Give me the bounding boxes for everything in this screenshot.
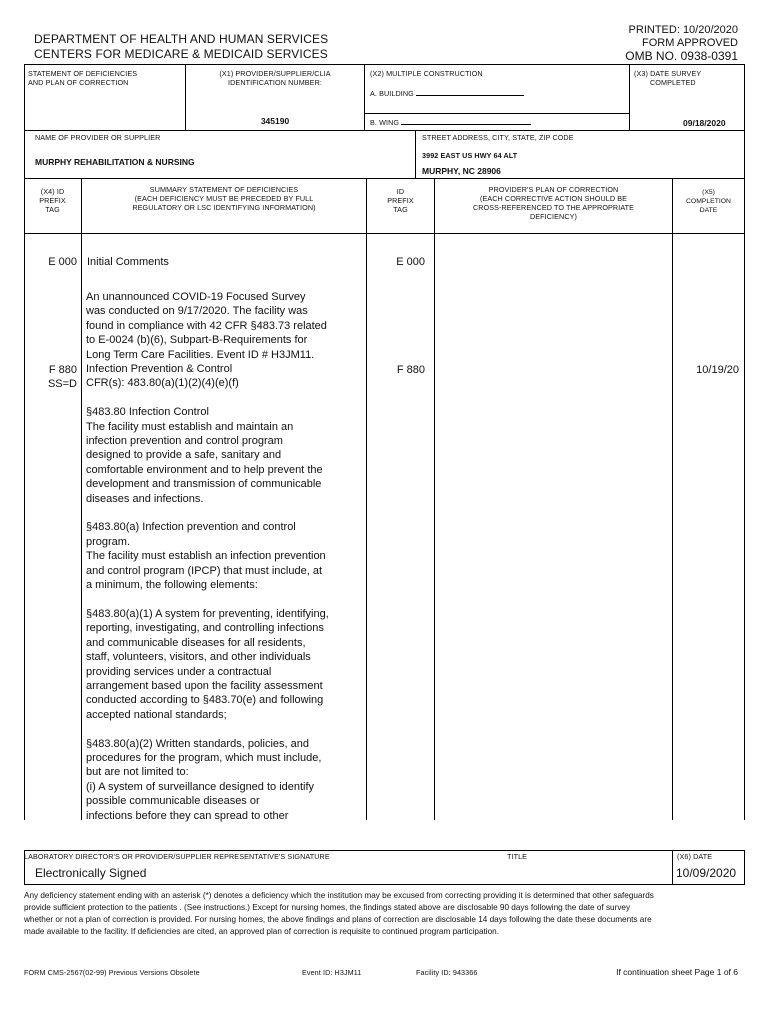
divider (629, 64, 630, 130)
id-header: ID PREFIX TAG (387, 187, 414, 214)
address-label: STREET ADDRESS, CITY, STATE, ZIP CODE (422, 133, 574, 142)
x6-date-label: (X6) DATE (677, 852, 713, 861)
tag-e000-right: E 000 (396, 256, 425, 268)
x3-label: (X3) DATE SURVEY COMPLETED (634, 69, 702, 87)
paragraph: An unannounced COVID-19 Focused Survey was conducted on 9/17/2020. The facility was found in compliance with 42 CFR §483.73 related to E-0024 (b)(6), Subpart-B-Requirements for Long Term Care Facilities. Event ID # H3JM11. Infection Prevention & Control CFR(s): 483.80(a)(1)(2)(4)(e)(f) (86, 291, 327, 390)
divider (672, 850, 673, 884)
x1-label: (X1) PROVIDER/SUPPLIER/CLIA IDENTIFICATION NUMBER: (219, 69, 331, 87)
tag-e000: E 000 (48, 256, 77, 268)
disclaimer: Any deficiency statement ending with an asterisk (*) denotes a deficiency which the institution may be excused from correcting providing it is determined that other safeguards provide sufficient protection to the patients . (See instructions.) Except for nursing homes, the findings stated above are disclosable 90 days following the date of survey whether or not a plan of correction is provided. For nursing homes, the above findings and plans of correction are disclosable 14 days following the date these documents are made available to the facility. If deficiencies are cited, an approved plan of correction is requisite to continued program participation. (24, 891, 654, 936)
paragraph: §483.80(a)(1) A system for preventing, identifying, reporting, investigating, and controlling infections and communicable diseases for all residents, staff, volunteers, visitors, and other individuals providing services under a contractual arrangement based upon the facility assessment conducted according to §483.70(e) and following accepted national standards; (86, 607, 329, 721)
deficiency-text (86, 290, 364, 837)
tag-f880: F 880 (48, 364, 77, 376)
event-id: Event ID: H3JM11 (302, 968, 362, 977)
provider-name: MURPHY REHABILITATION & NURSING (35, 157, 195, 167)
building-field: A. BUILDING (370, 86, 524, 98)
x5-header: (X5) COMPLETION DATE (686, 189, 731, 214)
wing-field: B. WING (370, 115, 531, 127)
department-title (34, 32, 328, 62)
form-approved: FORM APPROVED (642, 37, 738, 49)
page-number: If continuation sheet Page 1 of 6 (616, 967, 738, 977)
tag-f880-right: F 880 (396, 364, 425, 376)
divider (24, 233, 745, 234)
printed-date: PRINTED: 10/20/2020 (628, 24, 738, 36)
initial-comments-title: Initial Comments (87, 256, 169, 268)
signature-value: Electronically Signed (35, 866, 147, 880)
address-line-2: MURPHY, NC 28906 (422, 166, 501, 176)
divider (24, 850, 745, 851)
address-line-1: 3992 EAST US HWY 64 ALT (422, 151, 518, 160)
divider (744, 850, 745, 884)
form-number: FORM CMS-2567(02-99) Previous Versions Obsolete (24, 968, 200, 977)
plan-header: PROVIDER'S PLAN OF CORRECTION (EACH CORRECTIVE ACTION SHOULD BE CROSS-REFERENCED TO THE APPROPRIATE DEFICIENCY) (472, 185, 635, 221)
x2-label: (X2) MULTIPLE CONSTRUCTION (370, 69, 483, 78)
paragraph: §483.80(a) Infection prevention and control program. The facility must establish an infection prevention and control program (IPCP) that must include, at a minimum, the following elements: (86, 521, 326, 592)
omb-number: OMB NO. 0938-0391 (625, 49, 738, 63)
completion-date: 10/19/20 (696, 364, 739, 376)
divider (24, 64, 745, 65)
divider (672, 178, 673, 820)
divider (366, 178, 367, 820)
signature-label: LABORATORY DIRECTOR'S OR PROVIDER/SUPPLIER REPRESENTATIVE'S SIGNATURE (24, 852, 330, 861)
survey-completed-date: 09/18/2020 (683, 118, 726, 128)
form-info (625, 24, 738, 63)
provider-name-label: NAME OF PROVIDER OR SUPPLIER (35, 133, 161, 142)
divider (364, 113, 629, 114)
department-line-1: DEPARTMENT OF HEALTH AND HUMAN SERVICES (34, 32, 329, 46)
paragraph: §483.80 Infection Control The facility must establish and maintain an infection prevention and control program designed to provide a safe, sanitary and comfortable environment and to help prevent the development and transmission of communicable diseases and infections. (86, 406, 323, 505)
signature-date: 10/09/2020 (676, 866, 737, 880)
divider (434, 178, 435, 820)
divider (364, 64, 365, 130)
divider (415, 130, 416, 178)
paragraph: §483.80(a)(2) Written standards, policies, and procedures for the program, which must include, but are not limited to: (i) A system of surveillance designed to identify possible communicable diseases or infections before they can spread to other (86, 737, 322, 822)
department-line-2: CENTERS FOR MEDICARE & MEDICAID SERVICES (34, 47, 328, 61)
facility-id: Facility ID: 943366 (416, 968, 478, 977)
scope-severity: SS=D (47, 378, 77, 390)
provider-id-value: 345190 (260, 116, 290, 126)
statement-label: STATEMENT OF DEFICIENCIES AND PLAN OF CORRECTION (28, 69, 138, 87)
title-label: TITLE (507, 852, 528, 861)
divider (24, 884, 745, 885)
x4-header: (X4) ID PREFIX TAG (39, 187, 66, 214)
divider (24, 130, 745, 131)
divider (81, 178, 82, 820)
divider (24, 178, 745, 179)
summary-header: SUMMARY STATEMENT OF DEFICIENCIES (EACH DEFICIENCY MUST BE PRECEDED BY FULL REGULATORY OR LSC IDENTIFYING INFORMATION) (132, 185, 316, 212)
